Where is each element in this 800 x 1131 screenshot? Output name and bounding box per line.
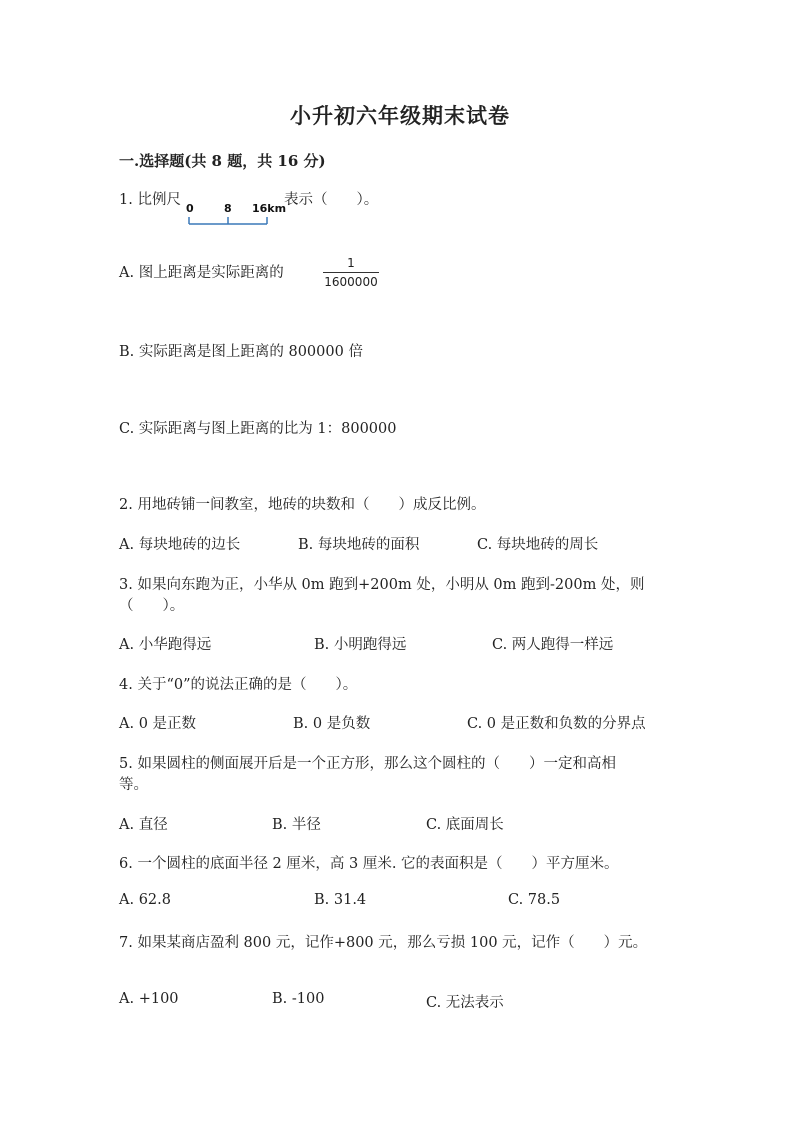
question-5-option-b: B. 半径 xyxy=(272,817,321,833)
scale-label-16km: 16km xyxy=(252,202,287,215)
question-2-option-c: C. 每块地砖的周长 xyxy=(477,537,599,553)
scale-bar-figure xyxy=(186,200,287,228)
question-1-option-c: C. 实际距离与图上距离的比为 1：800000 xyxy=(119,421,397,437)
question-3-option-a: A. 小华跑得远 xyxy=(119,637,212,653)
question-6-option-a: A. 62.8 xyxy=(119,892,171,908)
question-7-text: 7. 如果某商店盈利 800 元，记作+800 元，那么亏损 100 元，记作（ ）元。 xyxy=(119,935,648,951)
section-heading: 一.选择题(共 8 题，共 16 分) xyxy=(119,152,326,170)
scale-label-8: 8 xyxy=(224,202,232,215)
scale-label-0: 0 xyxy=(186,202,194,215)
question-6-option-b: B. 31.4 xyxy=(314,892,367,908)
question-3-line-1: 3. 如果向东跑为正，小华从 0m 跑到+200m 处，小明从 0m 跑到-200m 处，则 xyxy=(119,577,645,593)
question-1-suffix: 表示（ ）。 xyxy=(284,192,379,208)
fraction-one-over-1600000 xyxy=(323,256,379,289)
question-4-option-a: A. 0 是正数 xyxy=(119,716,197,732)
question-6-text: 6. 一个圆柱的底面半径 2 厘米，高 3 厘米. 它的表面积是（ ）平方厘米。 xyxy=(119,856,619,872)
question-7-option-b: B. -100 xyxy=(272,991,325,1007)
page-title: 小升初六年级期末试卷 xyxy=(290,103,510,128)
question-5-line-1: 5. 如果圆柱的侧面展开后是一个正方形，那么这个圆柱的（ ）一定和高相 xyxy=(119,756,616,772)
fraction-denominator: 1600000 xyxy=(324,275,378,289)
fraction-numerator: 1 xyxy=(347,256,355,270)
question-1-prefix: 1. 比例尺 xyxy=(119,192,181,208)
question-7-option-a: A. +100 xyxy=(119,991,179,1007)
question-2-option-a: A. 每块地砖的边长 xyxy=(119,537,241,553)
question-3-option-c: C. 两人跑得一样远 xyxy=(492,637,614,653)
scale-bar-icon xyxy=(186,215,281,227)
question-1-option-b: B. 实际距离是图上距离的 800000 倍 xyxy=(119,344,363,360)
question-1-option-a: A. 图上距离是实际距离的 xyxy=(119,265,284,281)
question-5-option-a: A. 直径 xyxy=(119,817,168,833)
question-3-line-2: （ ）。 xyxy=(119,598,185,614)
question-2-text: 2. 用地砖铺一间教室，地砖的块数和（ ）成反比例。 xyxy=(119,497,486,513)
question-6-option-c: C. 78.5 xyxy=(508,892,561,908)
question-5-option-c: C. 底面周长 xyxy=(426,817,504,833)
question-4-option-b: B. 0 是负数 xyxy=(293,716,371,732)
question-4-option-c: C. 0 是正数和负数的分界点 xyxy=(467,716,646,732)
question-2-option-b: B. 每块地砖的面积 xyxy=(298,537,420,553)
question-3-option-b: B. 小明跑得远 xyxy=(314,637,407,653)
question-4-text: 4. 关于“0”的说法正确的是（ ）。 xyxy=(119,677,358,693)
question-5-line-2: 等。 xyxy=(119,777,148,793)
question-7-option-c: C. 无法表示 xyxy=(426,995,504,1011)
